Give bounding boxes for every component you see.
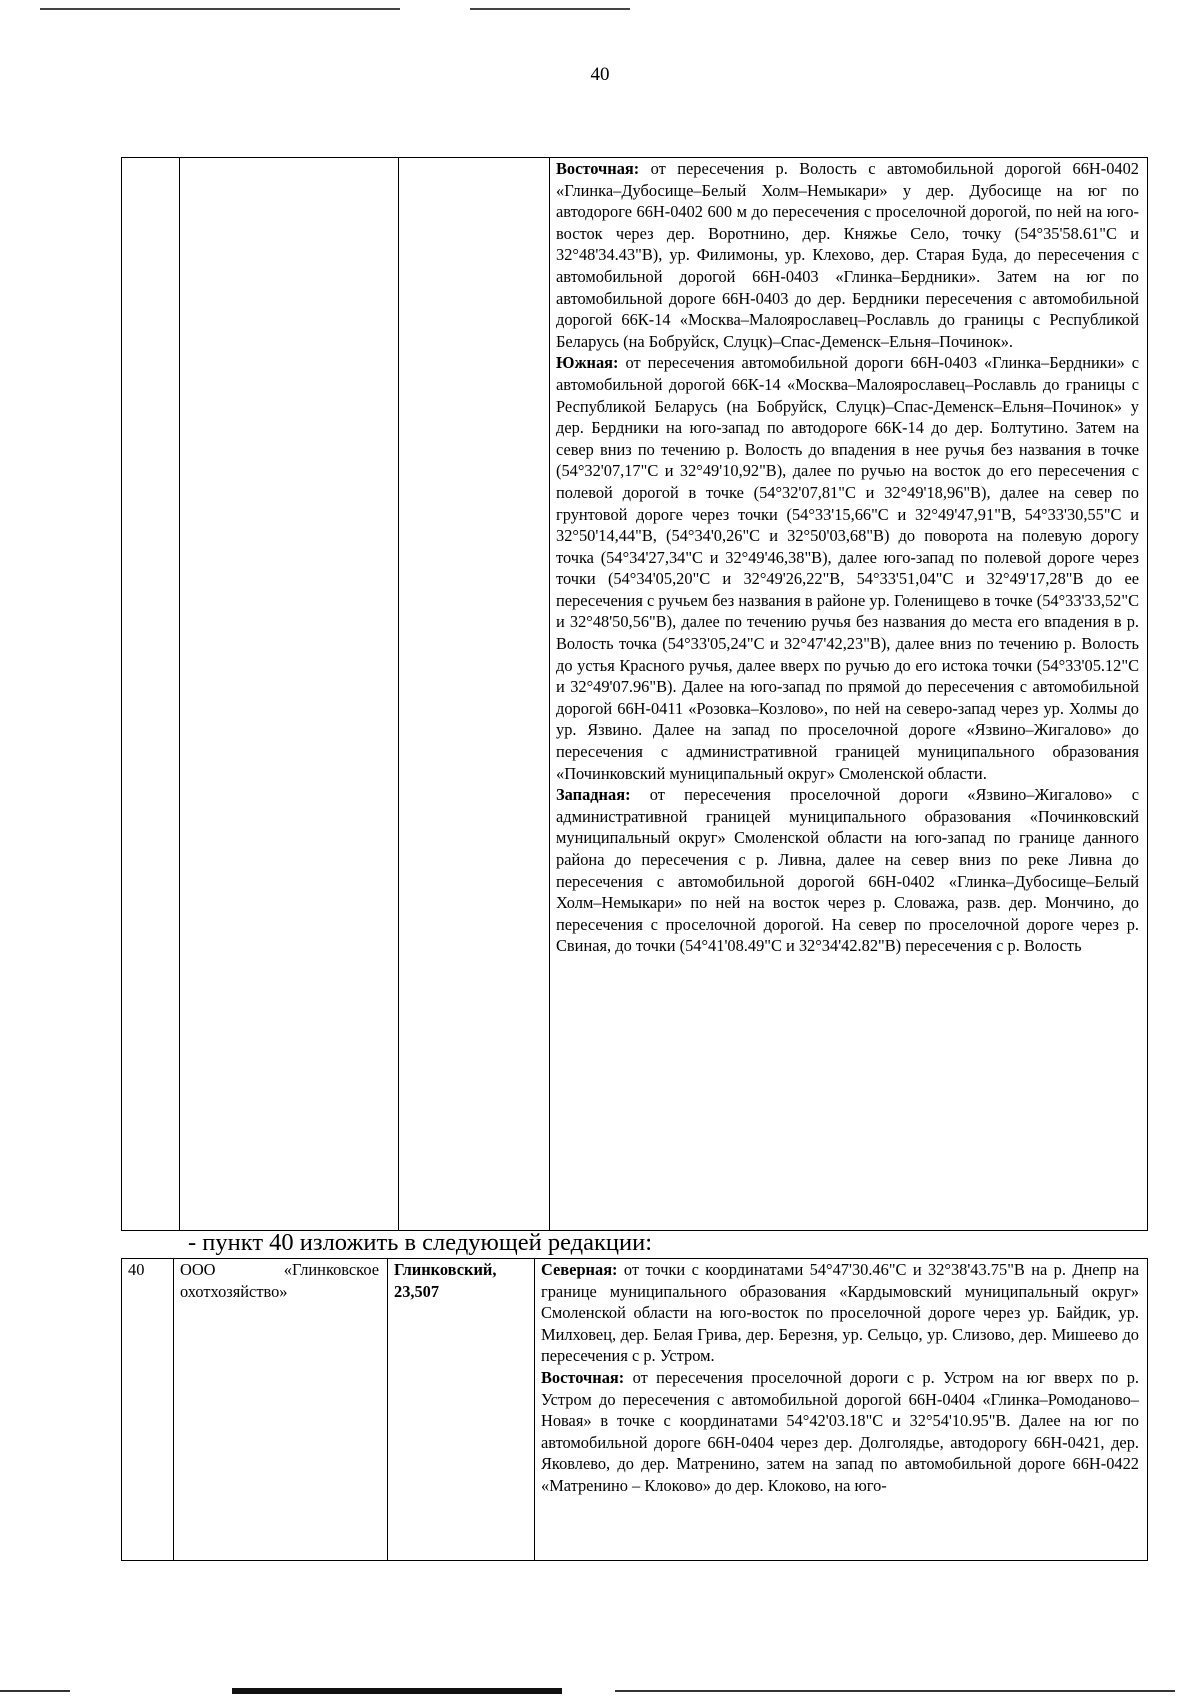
- table-row: [122, 158, 1148, 1231]
- cell-organization: ООО «Глинковское охотхозяйство»: [174, 1259, 388, 1561]
- cell-boundaries: [535, 1259, 1148, 1561]
- district-name: Глинковский,: [394, 1260, 497, 1279]
- cell-district: [399, 158, 550, 1231]
- east-boundary-label: Восточная:: [541, 1367, 625, 1387]
- section-heading: - пункт 40 изложить в следующей редакции:: [188, 1229, 653, 1256]
- scan-artifact-bottom-left: [0, 1690, 70, 1692]
- south-boundary-label: Южная:: [556, 353, 619, 373]
- north-boundary-text: от точки с координатами 54°47'30.46"С и 32°38'43.75"В на р. Днепр на границе муниципального образования «Кардымовский муниципальный округ» Смоленской области на юго-восток по проселочной дороге через ур. Байдик, ур. Милховец, дер. Белая Грива, дер. Березня, ур. Сельцо, ур. Слизово, дер. Мишеево до пересечения с р. Устром.: [541, 1260, 1139, 1366]
- page-number: 40: [590, 64, 610, 85]
- cell-district: [388, 1259, 535, 1561]
- south-boundary: [556, 352, 1139, 784]
- west-boundary-text: от пересечения проселочной дороги «Язвино–Жигалово» с административной границей муниципального образования «Починковский муниципальный округ» Смоленской области на юго-запад по границе данного района до пересечения с р. Ливна, далее на север вниз по реке Ливна до пересечения с автомобильной дорогой 66Н-0402 «Глинка–Дубосище–Белый Холм–Немыкари» по ней на восток через р. Словажа, разв. дер. Мончино, до пересечения с проселочной дорогой. На север по проселочной дороге через р. Свиная, до точки (54°41'08.49"С и 32°34'42.82"В) пересечения с р. Волость: [556, 785, 1139, 956]
- east-boundary: [556, 158, 1139, 352]
- boundary-table-item-40: [121, 1258, 1148, 1561]
- east-boundary: [541, 1367, 1139, 1497]
- district-area: 23,507: [394, 1281, 440, 1301]
- scan-artifact-top: [40, 8, 400, 10]
- cell-organization: [180, 158, 399, 1231]
- south-boundary-text: от пересечения автомобильной дороги 66Н-0403 «Глинка–Бердники» с автомобильной дорогой 66К-14 «Москва–Малоярославец–Рославль до границы с Республикой Беларусь (на Бобруйск, Слуцк)–Спас-Деменск–Ельня–Починок» у дер. Бердники на юго-запад по автодороге 66К-14 до дер. Болтутино. Затем на север вниз по течению р. Волость до впадения в нее ручья без названия в точке (54°32'07,17"С и 32°49'10,92"В), далее по ручью на восток до его пересечения с полевой дорогой в точке (54°32'07,81"С и 32°49'18,96"В), далее на север по грунтовой дороге через точки (54°33'15,66"С и 32°49'47,91"В, 54°33'30,55"С и 32°50'14,44"В, (54°34'0,26"С и 32°50'03,68"В) до поворота на полевую дорогу точка (54°34'27,34"С и 32°49'46,38"В), далее юго-запад по полевой дороге через точки (54°34'05,20"С и 32°49'26,22"В, 54°33'51,04"С и 32°49'17,28"В до ее пересечения с ручьем без названия в районе ур. Голенищево в точке (54°33'33,52"С и 32°48'50,56"В), далее по течению ручья без названия до места его впадения в р. Волость точка (54°33'05,24"С и 32°47'42,23"В), далее вниз по течению р. Волость до устья Красного ручья, далее вверх по ручью до его истока точки (54°33'05.12"С и 32°49'07.96"В). Далее на юго-запад по прямой до пересечения с автомобильной дорогой 66Н-0411 «Розовка–Козлово», по ней на северо-запад через ур. Холмы до ур. Язвино. Далее на запад по проселочной дороге «Язвино–Жигалово» до пересечения с административной границей муниципального образования «Починковский муниципальный округ» Смоленской области.: [556, 353, 1139, 783]
- scan-artifact-bottom-right: [615, 1690, 1175, 1692]
- north-boundary: [541, 1259, 1139, 1367]
- cell-boundaries: [550, 158, 1148, 1231]
- cell-number: 40: [122, 1259, 174, 1561]
- north-boundary-label: Северная:: [541, 1260, 618, 1279]
- east-boundary-text: от пересечения р. Волость с автомобильной дорогой 66Н-0402 «Глинка–Дубосище–Белый Холм–Немыкари» у дер. Дубосище на юг по автодороге 66Н-0402 600 м до пересечения с проселочной дорогой, по ней на юго-восток через дер. Воротнино, дер. Княжье Село, точку (54°35'58.61"С и 32°48'34.43"В), ур. Филимоны, ур. Клехово, дер. Старая Буда, до пересечения с автомобильной дорогой 66Н-0403 «Глинка–Бердники». Затем на юг по автомобильной дороге 66Н-0403 до дер. Бердники пересечения с автомобильной дорогой 66К-14 «Москва–Малоярославец–Рославль до границы с Республикой Беларусь (на Бобруйск, Слуцк)–Спас-Деменск–Ельня–Починок».: [556, 159, 1139, 351]
- cell-number: [122, 158, 180, 1231]
- table-row: [122, 1259, 1148, 1561]
- west-boundary-label: Западная:: [556, 785, 631, 805]
- scan-artifact-top-right: [470, 8, 630, 10]
- scan-artifact-bottom: [232, 1688, 562, 1694]
- boundary-table-continued: [121, 157, 1148, 1231]
- east-boundary-label: Восточная:: [556, 159, 640, 178]
- west-boundary: [556, 784, 1139, 957]
- east-boundary-text: от пересечения проселочной дороги с р. Устром на юг вверх по р. Устром до пересечения с автомобильной дорогой 66Н-0404 «Глинка–Ромоданово–Новая» в точке с координатами 54°42'03.18"С и 32°54'10.95"В. Далее на юг по автомобильной дороге 66Н-0404 через дер. Долголядье, автодорогу 66Н-0421, дер. Яковлево, до дер. Матренино, затем на запад по автомобильной дороге 66Н-0422 «Матренино – Клоково» до дер. Клоково, на юго-: [541, 1367, 1139, 1495]
